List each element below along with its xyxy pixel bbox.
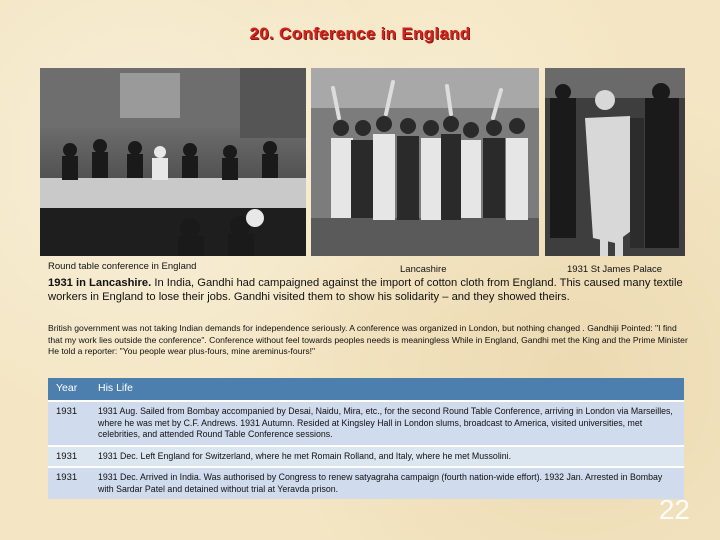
cell-event: 1931 Aug. Sailed from Bombay accompanied by Desai, Naidu, Mira, etc., for the second Round Table Conference, arriving in London via Marseilles, where he was met by C.F. Andrews. 1931 Autumn. Resided at Kingsley Hall in London slums, broadcast to America, visited universities, met celebrities, and attended Round Table Conference sessions. — [90, 401, 684, 446]
lancashire-photo — [311, 68, 539, 256]
photo-caption-lancashire: Lancashire — [400, 264, 447, 275]
cell-year: 1931 — [48, 401, 90, 446]
slide-title: 20. Conference in England — [249, 24, 471, 43]
cell-event: 1931 Dec. Arrived in India. Was authorised by Congress to renew satyagraha campaign (fourth nation-wide effort). 1932 Jan. Arrested in Bombay with Sardar Patel and detained without trial at Yeravda prison. — [90, 467, 684, 499]
lead-paragraph — [48, 276, 688, 304]
cell-year: 1931 — [48, 446, 90, 468]
lead-heading: 1931 in Lancashire. — [48, 277, 152, 289]
table-header-row — [48, 378, 684, 401]
photo-caption-st-james: 1931 St James Palace — [567, 264, 663, 275]
lead-text: In India, Gandhi had campaigned against the import of cotton cloth from England. This caused many textile workers in England to lose their jobs. Gandhi visited them to show his solidarity – and they showed theirs. — [48, 277, 683, 303]
table-row — [48, 446, 684, 468]
cell-year: 1931 — [48, 467, 90, 499]
column-header-year: Year — [48, 378, 90, 401]
st-james-palace-photo — [545, 68, 685, 256]
table-row — [48, 467, 684, 499]
column-header-his-life: His Life — [90, 378, 684, 401]
round-table-photo — [40, 68, 306, 256]
table-row — [48, 401, 684, 446]
body-paragraph: British government was not taking Indian demands for independence seriously. A conference was organized in London, but nothing changed . Gandhiji Pointed: "I find that my work lies outside the conference". Conference without feel towards peoples needs is meaningless While in England, Gandhi met the King and the Prime Minister He told a reporter: "You people wear plus-fours, mine areminus-fours!" — [48, 323, 688, 357]
photo-caption-round-table: Round table conference in England — [48, 261, 197, 272]
life-table — [48, 378, 684, 499]
cell-event: 1931 Dec. Left England for Switzerland, where he met Romain Rolland, and Italy, where he met Mussolini. — [90, 446, 684, 468]
page-number: 22 — [658, 494, 690, 525]
